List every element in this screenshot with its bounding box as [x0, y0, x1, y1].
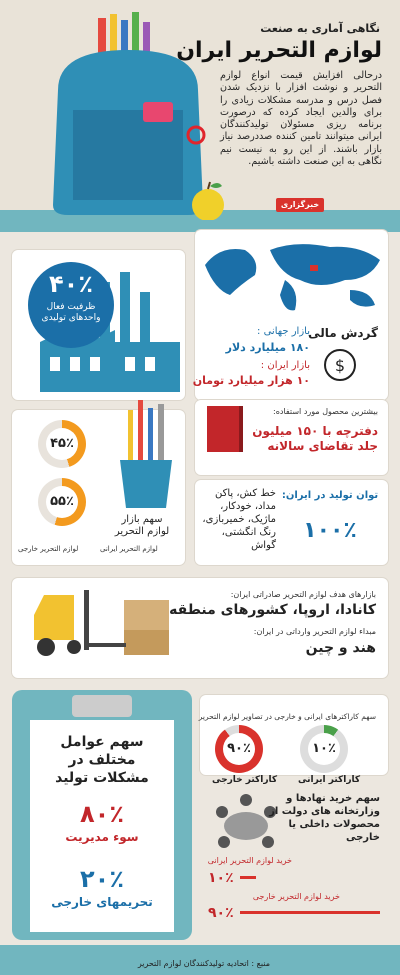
subtitle: نگاهی آماری به صنعت — [260, 22, 380, 35]
clipboard-l1: سوء مدیریت — [65, 830, 139, 844]
market-iran-value: ۱۰ هزار میلیارد تومان — [192, 374, 310, 387]
forklift-icon — [24, 585, 174, 660]
share-label: سهم بازار لوازم التحریر — [114, 514, 170, 537]
capacity-label: ظرفیت فعال واحدهای تولیدی — [41, 302, 101, 323]
clipboard-p1: ۸۰٪ — [80, 800, 124, 828]
gov-iran-bar — [240, 876, 256, 879]
svg-text:$: $ — [334, 356, 346, 375]
gov-iran-percent: ۱۰٪ — [208, 870, 234, 886]
import-title: مبداء لوازم التحریر وارداتی در ایران: — [253, 627, 376, 636]
export-title: بازارهای هدف لوازم التحریر صادراتی ایران: — [230, 590, 376, 599]
clipboard-title: سهم عوامل مختلف در مشکلات تولید — [55, 734, 149, 786]
market-global-label: بازار جهانی : — [257, 326, 310, 337]
legend-iran: لوازم التحریر ایرانی — [100, 545, 158, 553]
share-donut-55: ۵۵٪ — [38, 478, 86, 526]
market-global-value: ۱۸۰ میلیارد دلار — [225, 341, 310, 354]
page-title: لوازم التحریر ایران — [176, 38, 382, 63]
foreign-char-label: کاراکتر خارجی — [212, 775, 278, 785]
gov-title: سهم خرید نهادها و وزارتخانه های دولت از محصولات داخلی یا خارجی — [269, 793, 380, 843]
clipboard-p2: ۲۰٪ — [80, 865, 124, 893]
iran-char-label: کاراکتر ایرانی — [298, 775, 361, 785]
gov-foreign-bar — [240, 911, 380, 914]
characters-title: سهم کاراکترهای ایرانی و خارجی در تصاویر لوازم التحریر — [198, 712, 376, 721]
capacity-percent: ۴۰٪ — [49, 270, 93, 298]
market-iran-label: بازار ایران : — [260, 360, 310, 371]
clipboard-l2: تحریمهای خارجی — [51, 895, 153, 909]
brand-logo: خبرگزاری — [276, 198, 324, 212]
market-title: گردش مالی — [308, 326, 378, 340]
gov-iran-label: خرید لوازم التحریر ایرانی — [207, 856, 292, 865]
export-value: کانادا، اروپا، کشورهای منطقه — [169, 602, 376, 618]
product-title: بیشترین محصول مورد استفاده: — [273, 407, 378, 416]
foreign-char-donut: ۹۰٪ — [215, 725, 263, 773]
iran-char-donut: ۱۰٪ — [300, 725, 348, 773]
production-title: توان تولید در ایران: — [281, 490, 379, 501]
footer-source: منبع : اتحادیه تولیدکنندگان لوازم التحریر — [137, 959, 270, 968]
production-items: خط کش، پاکن مداد، خودکار، ماژیک، خمیربازی، رنگ انگشتی، گواش — [202, 488, 276, 551]
share-donut-45: ۴۵٪ — [38, 420, 86, 468]
world-map-icon — [200, 235, 385, 315]
production-percent: ۱۰۰٪ — [303, 518, 357, 543]
dollar-cycle-icon — [323, 348, 357, 382]
gov-foreign-label: خرید لوازم التحریر خارجی — [252, 892, 340, 901]
notebook-icon — [205, 404, 247, 456]
pencil-cup-icon — [110, 400, 180, 510]
clipboard-clip — [72, 695, 132, 717]
intro-text: درحالی افزایش قیمت انواع لوازم التحریر و نوشت افزار با نزدیک شدن فصل درس و مدرسه مشکلات زیادی را برای والدین ایجاد کرده که درصورت برنامه ریزی مسئولان تولیدکنندگان ایرانی میتوانند تامین کننده صددرصد نیاز بازار باشند. از این رو به نیست نیم نگاهی به این صنعت داشته باشیم. — [220, 70, 382, 168]
product-value: دفترچه با ۱۵۰ میلیون جلد تقاضای سالانه — [252, 424, 378, 453]
import-value: هند و چین — [305, 640, 376, 656]
legend-foreign: لوازم التحریر خارجی — [18, 545, 79, 553]
gov-foreign-percent: ۹۰٪ — [208, 905, 234, 921]
